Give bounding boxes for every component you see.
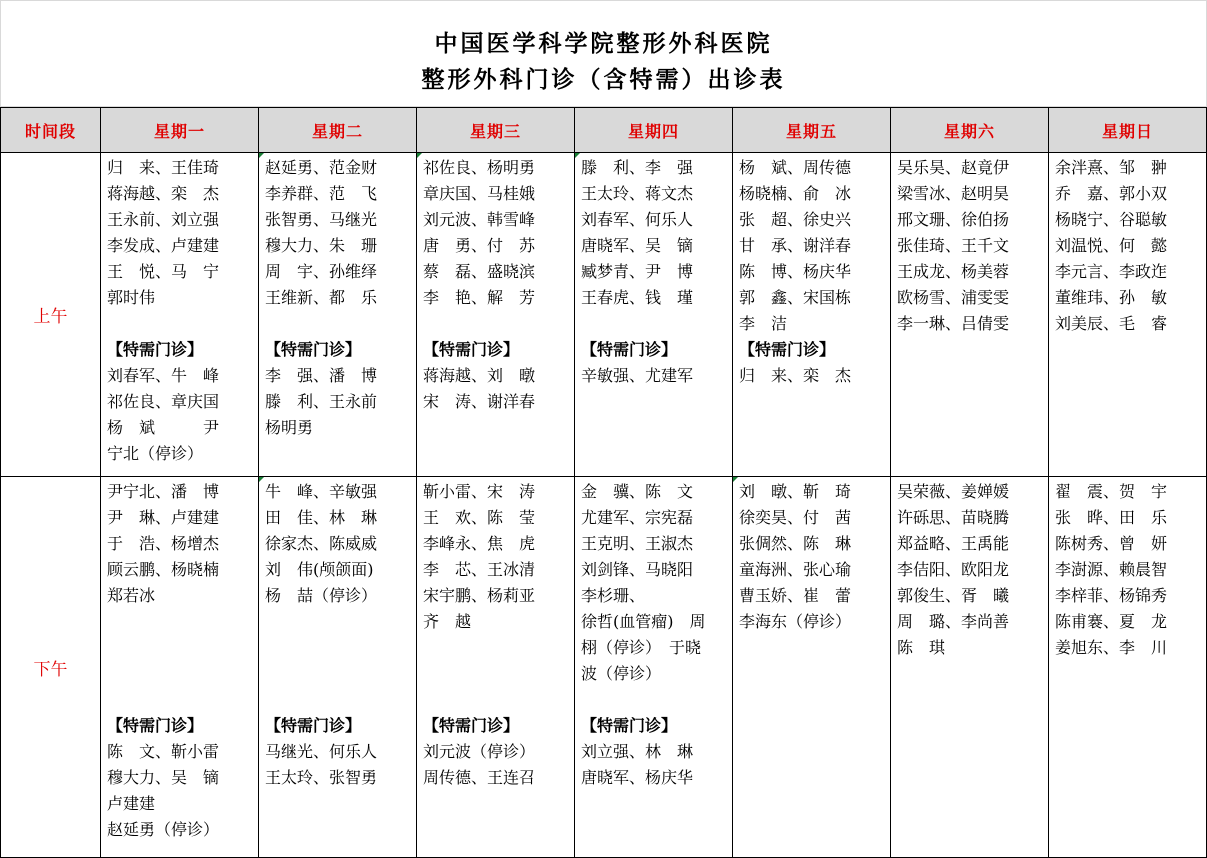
doctor-line: 田 佳、林 琳 [265,508,378,527]
special-clinic-label: 【特需门诊】 [265,716,362,735]
doctor-line: 邢文珊、徐伯扬 [897,210,1010,229]
header-tuesday: 星期二 [259,108,417,153]
special-doctor-line: 周传德、王连召 [423,768,536,787]
doctor-line: 金 骥、陈 文 [581,482,694,501]
doctor-line: 滕 利、李 强 [581,158,694,177]
doctor-line: 杨晓楠、俞 冰 [739,184,852,203]
doctor-line: 李澍源、赖晨智 [1055,560,1168,579]
special-clinic-label: 【特需门诊】 [581,716,678,735]
doctor-line: 蒋海越、栾 杰 [107,184,220,203]
doctor-line: 王成龙、杨美蓉 [897,262,1010,281]
header-monday: 星期一 [101,108,259,153]
pm-cell [259,477,417,858]
doctor-line: 王春虎、钱 瑾 [581,288,694,307]
special-doctor-line: 刘春军、牛 峰 [107,366,220,385]
doctor-line: 周 璐、李尚善 [897,612,1010,631]
doctor-line: 王 欢、陈 莹 [423,508,536,527]
doctor-line: 李发成、卢建建 [107,236,220,255]
header-sunday: 星期日 [1049,108,1207,153]
am-cell [733,153,891,477]
doctor-line: 张 晔、田 乐 [1055,508,1168,527]
doctor-line: 臧梦青、尹 博 [581,262,694,281]
special-clinic-label: 【特需门诊】 [739,340,836,359]
schedule-title: 整形外科门诊（含特需）出诊表 [421,66,786,93]
hospital-title: 中国医学科学院整形外科医院 [434,30,773,57]
pm-cell [1049,477,1207,858]
comment-marker-icon [733,477,738,482]
am-cell [417,153,575,477]
doctor-line: 李 艳、解 芳 [423,288,536,307]
doctor-line: 陈树秀、曾 妍 [1055,534,1168,553]
special-doctor-line: 宁北（停诊） [107,444,204,463]
special-doctor-line: 滕 利、王永前 [265,392,378,411]
special-doctor-line: 祁佐良、章庆国 [107,392,220,411]
special-doctor-line: 刘元波（停诊） [423,742,536,761]
doctor-line: 杨 喆（停诊） [265,586,378,605]
pm-row [1,477,1207,858]
doctor-line: 乔 嘉、郭小双 [1055,184,1168,203]
doctor-line: 刘剑锋、马晓阳 [581,560,694,579]
title-area [0,0,1207,107]
doctor-line: 陈 博、杨庆华 [739,262,852,281]
pm-cell [101,477,259,858]
doctor-line: 波（停诊） [581,664,662,683]
am-cell [259,153,417,477]
doctor-line: 栩（停诊） 于晓 [581,638,702,657]
doctor-line: 郭 鑫、宋国栋 [739,288,852,307]
doctor-line: 杨晓宁、谷聪敏 [1055,210,1168,229]
doctor-line: 张 超、徐史兴 [739,210,852,229]
doctor-line: 李杉珊、 [581,586,646,605]
doctor-line: 陈甫褰、夏 龙 [1055,612,1168,631]
am-row [1,153,1207,477]
doctor-line: 张智勇、马继光 [265,210,378,229]
doctor-line: 徐哲(血管瘤) 周 [581,612,706,631]
special-doctor-line: 李 强、潘 博 [265,366,378,385]
doctor-line: 陈 琪 [897,638,946,657]
pm-cell [733,477,891,858]
doctor-line: 余泮熹、邹 翀 [1055,158,1168,177]
doctor-line: 赵延勇、范金财 [265,158,378,177]
doctor-line: 李 洁 [739,314,788,333]
comment-marker-icon [259,153,264,158]
doctor-line: 刘美辰、毛 睿 [1055,314,1168,333]
doctor-line: 蔡 磊、盛晓滨 [423,262,536,281]
doctor-line: 牛 峰、辛敏强 [265,482,378,501]
special-doctor-line: 宋 涛、谢洋春 [423,392,536,411]
doctor-line: 宋宇鹏、杨莉亚 [423,586,536,605]
doctor-line: 郑益略、王禹能 [897,534,1010,553]
pm-label: 下午 [1,477,101,858]
am-cell [1049,153,1207,477]
am-cell [891,153,1049,477]
doctor-line: 徐奕昊、付 茜 [739,508,852,527]
doctor-line: 吴荣薇、姜婵媛 [897,482,1010,501]
doctor-line: 李梓菲、杨锦秀 [1055,586,1168,605]
doctor-line: 王太玲、蒋文杰 [581,184,694,203]
doctor-line: 翟 震、贺 宇 [1055,482,1168,501]
special-doctor-line: 王太玲、张智勇 [265,768,378,787]
special-doctor-line: 杨 斌 尹 [107,418,220,437]
doctor-line: 董维玮、孙 敏 [1055,288,1168,307]
doctor-line: 尹 琳、卢建建 [107,508,220,527]
doctor-line: 周 宇、孙维绎 [265,262,378,281]
doctor-line: 刘 暾、靳 琦 [739,482,852,501]
special-clinic-label: 【特需门诊】 [581,340,678,359]
doctor-line: 唐 勇、付 苏 [423,236,536,255]
am-label: 上午 [1,153,101,477]
doctor-line: 刘元波、韩雪峰 [423,210,536,229]
header-period: 时间段 [1,108,101,153]
doctor-line: 顾云鹏、杨晓楠 [107,560,220,579]
doctor-line: 郭时伟 [107,288,156,307]
doctor-line: 张佳琦、王千文 [897,236,1010,255]
special-doctor-line: 唐晓军、杨庆华 [581,768,694,787]
schedule-table [0,107,1207,858]
special-clinic-label: 【特需门诊】 [265,340,362,359]
special-clinic-label: 【特需门诊】 [423,340,520,359]
doctor-line: 唐晓军、吴 镝 [581,236,694,255]
comment-marker-icon [575,153,580,158]
doctor-line: 张倜然、陈 琳 [739,534,852,553]
pm-cell [417,477,575,858]
doctor-line: 李海东（停诊） [739,612,852,631]
doctor-line: 李峰永、焦 虎 [423,534,536,553]
header-friday: 星期五 [733,108,891,153]
pm-cell [575,477,733,858]
doctor-line: 杨 斌、周传德 [739,158,852,177]
special-doctor-line: 蒋海越、刘 暾 [423,366,536,385]
am-cell [575,153,733,477]
doctor-line: 李佶阳、欧阳龙 [897,560,1010,579]
special-clinic-label: 【特需门诊】 [107,716,204,735]
special-doctor-line: 赵延勇（停诊） [107,820,220,839]
doctor-line: 刘温悦、何 懿 [1055,236,1168,255]
doctor-line: 曹玉娇、崔 蕾 [739,586,852,605]
doctor-line: 欧杨雪、浦雯雯 [897,288,1010,307]
doctor-line: 刘 伟(颅颌面) [265,560,374,579]
special-doctor-line: 穆大力、吴 镝 [107,768,220,787]
doctor-line: 尤建军、宗宪磊 [581,508,694,527]
doctor-line: 姜旭东、李 川 [1055,638,1168,657]
doctor-line: 甘 承、谢洋春 [739,236,852,255]
header-saturday: 星期六 [891,108,1049,153]
doctor-line: 李元言、李政迮 [1055,262,1168,281]
doctor-line: 梁雪冰、赵明昊 [897,184,1010,203]
header-wednesday: 星期三 [417,108,575,153]
special-doctor-line: 马继光、何乐人 [265,742,378,761]
special-clinic-label: 【特需门诊】 [107,340,204,359]
doctor-line: 童海洲、张心瑜 [739,560,852,579]
doctor-line: 齐 越 [423,612,472,631]
doctor-line: 穆大力、朱 珊 [265,236,378,255]
doctor-line: 祁佐良、杨明勇 [423,158,536,177]
header-thursday: 星期四 [575,108,733,153]
doctor-line: 刘春军、何乐人 [581,210,694,229]
doctor-line: 李一琳、吕倩雯 [897,314,1010,333]
am-cell [101,153,259,477]
special-doctor-line: 刘立强、林 琳 [581,742,694,761]
pm-cell [891,477,1049,858]
comment-marker-icon [417,153,422,158]
doctor-line: 归 来、王佳琦 [107,158,220,177]
doctor-line: 吴乐昊、赵竟伊 [897,158,1010,177]
special-clinic-label: 【特需门诊】 [423,716,520,735]
special-doctor-line: 陈 文、靳小雷 [107,742,220,761]
doctor-line: 靳小雷、宋 涛 [423,482,536,501]
doctor-line: 李 芯、王冰清 [423,560,536,579]
doctor-line: 徐家杰、陈威威 [265,534,378,553]
doctor-line: 王 悦、马 宁 [107,262,220,281]
doctor-line: 王维新、都 乐 [265,288,378,307]
special-doctor-line: 辛敏强、尤建军 [581,366,694,385]
doctor-line: 尹宁北、潘 博 [107,482,220,501]
special-doctor-line: 杨明勇 [265,418,314,437]
doctor-line: 郭俊生、胥 曦 [897,586,1010,605]
doctor-line: 王永前、刘立强 [107,210,220,229]
doctor-line: 于 浩、杨增杰 [107,534,220,553]
doctor-line: 王克明、王淑杰 [581,534,694,553]
doctor-line: 郑若冰 [107,586,156,605]
doctor-line: 章庆国、马桂娥 [423,184,536,203]
doctor-line: 李养群、范 飞 [265,184,378,203]
header-row [1,108,1207,153]
special-doctor-line: 卢建建 [107,794,156,813]
doctor-line: 许砾思、苗晓腾 [897,508,1010,527]
special-doctor-line: 归 来、栾 杰 [739,366,852,385]
comment-marker-icon [259,477,264,482]
